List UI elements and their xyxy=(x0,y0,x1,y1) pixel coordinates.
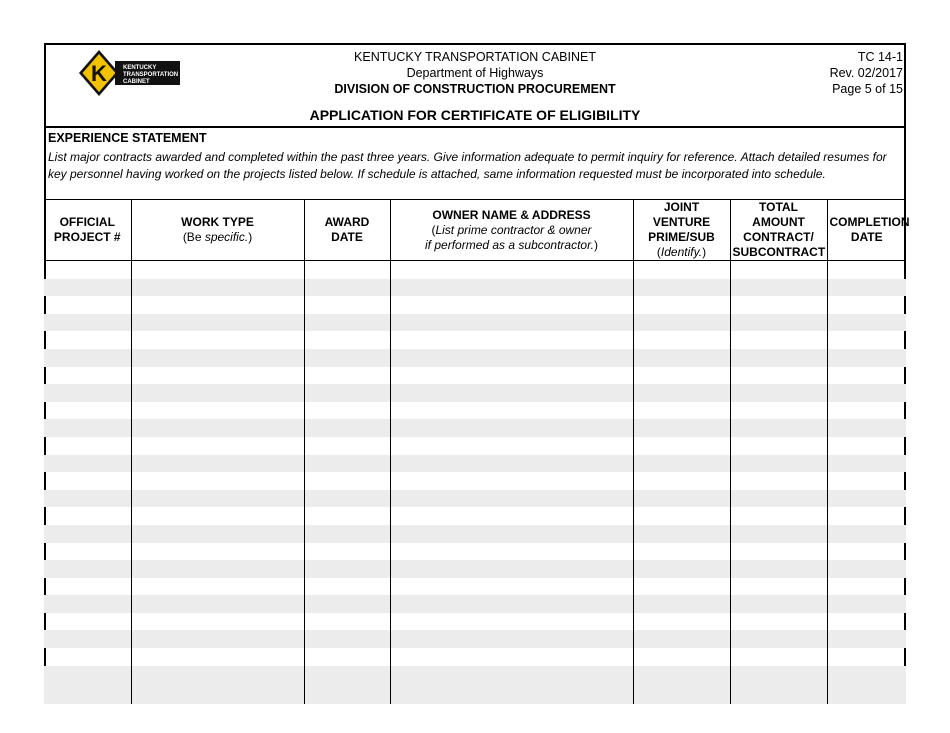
col-joint-venture: JOINT VENTURE PRIME/SUB (Identify.) xyxy=(633,200,730,261)
table-row xyxy=(44,578,906,596)
cell-official-project[interactable] xyxy=(44,613,131,631)
col-owner-name-address: OWNER NAME & ADDRESS (List prime contractor & owner if performed as a subcontractor.) xyxy=(390,200,633,261)
table-row xyxy=(44,437,906,455)
cell-completion-date[interactable] xyxy=(827,331,906,349)
cell-work-type[interactable] xyxy=(131,543,304,561)
cell-work-type[interactable] xyxy=(131,437,304,455)
cell-work-type[interactable] xyxy=(131,507,304,525)
cell-joint-venture[interactable] xyxy=(633,578,730,596)
cell-completion-date[interactable] xyxy=(827,384,906,402)
cell-work-type[interactable] xyxy=(131,648,304,666)
table-row xyxy=(44,560,906,578)
table-row xyxy=(44,613,906,631)
cell-work-type[interactable] xyxy=(131,666,304,704)
cell-completion-date[interactable] xyxy=(827,578,906,596)
cell-joint-venture[interactable] xyxy=(633,595,730,613)
cell-award-date[interactable] xyxy=(304,455,390,473)
table-row xyxy=(44,331,906,349)
cell-completion-date[interactable] xyxy=(827,666,906,704)
cell-official-project[interactable] xyxy=(44,384,131,402)
cell-joint-venture[interactable] xyxy=(633,367,730,385)
agency-name: KENTUCKY TRANSPORTATION CABINET xyxy=(354,50,596,64)
cell-work-type[interactable] xyxy=(131,384,304,402)
svg-text:K: K xyxy=(91,61,107,86)
cell-total-amount[interactable] xyxy=(730,331,827,349)
cell-work-type[interactable] xyxy=(131,490,304,508)
cell-owner-name-address[interactable] xyxy=(390,525,633,543)
header-form-info xyxy=(830,49,903,97)
cell-total-amount[interactable] xyxy=(730,402,827,420)
table-row xyxy=(44,419,906,437)
cell-owner-name-address[interactable] xyxy=(390,331,633,349)
table-row xyxy=(44,384,906,402)
col-official-project: OFFICIAL PROJECT # xyxy=(44,200,131,261)
cell-official-project[interactable] xyxy=(44,666,131,704)
cell-owner-name-address[interactable] xyxy=(390,367,633,385)
cell-completion-date[interactable] xyxy=(827,613,906,631)
form-id: TC 14-1 xyxy=(857,50,903,64)
cell-award-date[interactable] xyxy=(304,648,390,666)
cell-completion-date[interactable] xyxy=(827,419,906,437)
cell-owner-name-address[interactable] xyxy=(390,261,633,279)
cell-total-amount[interactable] xyxy=(730,384,827,402)
cell-owner-name-address[interactable] xyxy=(390,455,633,473)
cell-award-date[interactable] xyxy=(304,367,390,385)
cell-joint-venture[interactable] xyxy=(633,507,730,525)
cell-work-type[interactable] xyxy=(131,402,304,420)
cell-award-date[interactable] xyxy=(304,490,390,508)
cell-completion-date[interactable] xyxy=(827,595,906,613)
cell-award-date[interactable] xyxy=(304,578,390,596)
cell-joint-venture[interactable] xyxy=(633,437,730,455)
table-row xyxy=(44,507,906,525)
cell-completion-date[interactable] xyxy=(827,560,906,578)
cell-completion-date[interactable] xyxy=(827,472,906,490)
cell-owner-name-address[interactable] xyxy=(390,666,633,704)
cell-award-date[interactable] xyxy=(304,349,390,367)
svg-text:CABINET: CABINET xyxy=(123,79,150,85)
cell-completion-date[interactable] xyxy=(827,349,906,367)
cell-award-date[interactable] xyxy=(304,543,390,561)
table-row xyxy=(44,525,906,543)
table-body xyxy=(44,261,906,704)
cell-award-date[interactable] xyxy=(304,279,390,297)
cell-award-date[interactable] xyxy=(304,296,390,314)
cell-joint-venture[interactable] xyxy=(633,613,730,631)
cell-work-type[interactable] xyxy=(131,560,304,578)
cell-official-project[interactable] xyxy=(44,261,131,279)
cell-owner-name-address[interactable] xyxy=(390,543,633,561)
cell-award-date[interactable] xyxy=(304,419,390,437)
col-work-type: WORK TYPE (Be specific.) xyxy=(131,200,304,261)
cell-joint-venture[interactable] xyxy=(633,455,730,473)
cell-official-project[interactable] xyxy=(44,648,131,666)
cell-work-type[interactable] xyxy=(131,595,304,613)
experience-instructions: List major contracts awarded and completed within the past three years. Give information adequate to permit inquiry for reference. Attach detailed resumes for key personnel having worked on the projects listed below. If schedule is attached, same information requested must be incorporated into schedule. xyxy=(48,150,887,181)
cell-owner-name-address[interactable] xyxy=(390,490,633,508)
division-name: DIVISION OF CONSTRUCTION PROCUREMENT xyxy=(334,82,616,96)
cell-work-type[interactable] xyxy=(131,419,304,437)
cell-official-project[interactable] xyxy=(44,349,131,367)
cell-joint-venture[interactable] xyxy=(633,349,730,367)
col-completion-date: COMPLETION DATE xyxy=(827,200,906,261)
cell-completion-date[interactable] xyxy=(827,490,906,508)
cell-work-type[interactable] xyxy=(131,331,304,349)
svg-text:KENTUCKY: KENTUCKY xyxy=(123,65,157,71)
cell-award-date[interactable] xyxy=(304,507,390,525)
cell-award-date[interactable] xyxy=(304,630,390,648)
cell-official-project[interactable] xyxy=(44,630,131,648)
cell-completion-date[interactable] xyxy=(827,507,906,525)
cell-completion-date[interactable] xyxy=(827,437,906,455)
cell-official-project[interactable] xyxy=(44,507,131,525)
cell-work-type[interactable] xyxy=(131,455,304,473)
cell-joint-venture[interactable] xyxy=(633,419,730,437)
cell-total-amount[interactable] xyxy=(730,578,827,596)
cell-total-amount[interactable] xyxy=(730,261,827,279)
cell-official-project[interactable] xyxy=(44,595,131,613)
cell-completion-date[interactable] xyxy=(827,525,906,543)
cell-official-project[interactable] xyxy=(44,525,131,543)
cell-official-project[interactable] xyxy=(44,419,131,437)
table-row xyxy=(44,666,906,704)
form-revision: Rev. 02/2017 xyxy=(829,66,903,80)
cell-award-date[interactable] xyxy=(304,402,390,420)
cell-total-amount[interactable] xyxy=(730,437,827,455)
table-header-row xyxy=(44,200,906,261)
cell-owner-name-address[interactable] xyxy=(390,402,633,420)
cell-official-project[interactable] xyxy=(44,296,131,314)
table-row xyxy=(44,630,906,648)
table-row xyxy=(44,490,906,508)
experience-table xyxy=(44,199,910,704)
cell-completion-date[interactable] xyxy=(827,630,906,648)
cell-award-date[interactable] xyxy=(304,560,390,578)
cell-joint-venture[interactable] xyxy=(633,472,730,490)
cell-total-amount[interactable] xyxy=(730,349,827,367)
table-row xyxy=(44,367,906,385)
cell-total-amount[interactable] xyxy=(730,472,827,490)
cell-total-amount[interactable] xyxy=(730,279,827,297)
cell-work-type[interactable] xyxy=(131,349,304,367)
cell-total-amount[interactable] xyxy=(730,367,827,385)
cell-joint-venture[interactable] xyxy=(633,261,730,279)
header-agency-block xyxy=(300,49,650,97)
cell-owner-name-address[interactable] xyxy=(390,437,633,455)
table-row xyxy=(44,314,906,332)
cell-total-amount[interactable] xyxy=(730,666,827,704)
cell-owner-name-address[interactable] xyxy=(390,419,633,437)
cell-owner-name-address[interactable] xyxy=(390,595,633,613)
cell-official-project[interactable] xyxy=(44,560,131,578)
cell-work-type[interactable] xyxy=(131,578,304,596)
cell-completion-date[interactable] xyxy=(827,543,906,561)
cell-work-type[interactable] xyxy=(131,296,304,314)
cell-completion-date[interactable] xyxy=(827,279,906,297)
cell-completion-date[interactable] xyxy=(827,648,906,666)
cell-work-type[interactable] xyxy=(131,630,304,648)
cell-official-project[interactable] xyxy=(44,472,131,490)
cell-joint-venture[interactable] xyxy=(633,402,730,420)
cell-owner-name-address[interactable] xyxy=(390,314,633,332)
cell-total-amount[interactable] xyxy=(730,648,827,666)
cell-total-amount[interactable] xyxy=(730,296,827,314)
cell-award-date[interactable] xyxy=(304,384,390,402)
cell-work-type[interactable] xyxy=(131,279,304,297)
cell-official-project[interactable] xyxy=(44,543,131,561)
cell-joint-venture[interactable] xyxy=(633,525,730,543)
cell-joint-venture[interactable] xyxy=(633,560,730,578)
table-row xyxy=(44,261,906,279)
cell-award-date[interactable] xyxy=(304,472,390,490)
col-award-date: AWARD DATE xyxy=(304,200,390,261)
cell-official-project[interactable] xyxy=(44,490,131,508)
cell-award-date[interactable] xyxy=(304,666,390,704)
cell-joint-venture[interactable] xyxy=(633,490,730,508)
cell-joint-venture[interactable] xyxy=(633,648,730,666)
cell-total-amount[interactable] xyxy=(730,490,827,508)
cell-work-type[interactable] xyxy=(131,525,304,543)
cell-total-amount[interactable] xyxy=(730,560,827,578)
form-title: APPLICATION FOR CERTIFICATE OF ELIGIBILITY xyxy=(44,104,906,128)
cell-official-project[interactable] xyxy=(44,437,131,455)
cell-award-date[interactable] xyxy=(304,331,390,349)
cell-work-type[interactable] xyxy=(131,472,304,490)
table-row xyxy=(44,595,906,613)
table-row xyxy=(44,455,906,473)
cell-owner-name-address[interactable] xyxy=(390,613,633,631)
cell-official-project[interactable] xyxy=(44,455,131,473)
cell-owner-name-address[interactable] xyxy=(390,578,633,596)
cell-total-amount[interactable] xyxy=(730,595,827,613)
experience-heading: EXPERIENCE STATEMENT xyxy=(48,131,207,145)
cell-completion-date[interactable] xyxy=(827,296,906,314)
cell-completion-date[interactable] xyxy=(827,402,906,420)
table-row xyxy=(44,472,906,490)
cell-owner-name-address[interactable] xyxy=(390,296,633,314)
table-row xyxy=(44,543,906,561)
table-row xyxy=(44,402,906,420)
cell-official-project[interactable] xyxy=(44,367,131,385)
cell-official-project[interactable] xyxy=(44,578,131,596)
cell-joint-venture[interactable] xyxy=(633,666,730,704)
cell-joint-venture[interactable] xyxy=(633,384,730,402)
cell-official-project[interactable] xyxy=(44,331,131,349)
cell-total-amount[interactable] xyxy=(730,630,827,648)
page-number: Page 5 of 15 xyxy=(832,82,903,96)
table-row xyxy=(44,279,906,297)
cell-official-project[interactable] xyxy=(44,314,131,332)
cell-total-amount[interactable] xyxy=(730,455,827,473)
cell-owner-name-address[interactable] xyxy=(390,648,633,666)
cell-work-type[interactable] xyxy=(131,367,304,385)
cell-completion-date[interactable] xyxy=(827,314,906,332)
cell-owner-name-address[interactable] xyxy=(390,507,633,525)
cell-joint-venture[interactable] xyxy=(633,314,730,332)
cell-total-amount[interactable] xyxy=(730,419,827,437)
department-name: Department of Highways xyxy=(406,66,544,80)
cell-total-amount[interactable] xyxy=(730,613,827,631)
cell-completion-date[interactable] xyxy=(827,367,906,385)
cell-owner-name-address[interactable] xyxy=(390,279,633,297)
cell-award-date[interactable] xyxy=(304,437,390,455)
svg-text:TRANSPORTATION: TRANSPORTATION xyxy=(123,72,179,78)
cell-award-date[interactable] xyxy=(304,525,390,543)
col-total-amount: TOTAL AMOUNT CONTRACT/ SUBCONTRACT xyxy=(730,200,827,261)
cell-joint-venture[interactable] xyxy=(633,543,730,561)
cell-work-type[interactable] xyxy=(131,613,304,631)
table-row xyxy=(44,349,906,367)
cell-total-amount[interactable] xyxy=(730,543,827,561)
cell-owner-name-address[interactable] xyxy=(390,630,633,648)
cell-award-date[interactable] xyxy=(304,595,390,613)
cell-owner-name-address[interactable] xyxy=(390,472,633,490)
cell-owner-name-address[interactable] xyxy=(390,349,633,367)
cell-work-type[interactable] xyxy=(131,314,304,332)
cell-award-date[interactable] xyxy=(304,261,390,279)
cell-total-amount[interactable] xyxy=(730,525,827,543)
table-row xyxy=(44,296,906,314)
ktc-logo xyxy=(77,48,183,98)
cell-award-date[interactable] xyxy=(304,314,390,332)
cell-completion-date[interactable] xyxy=(827,455,906,473)
table-row xyxy=(44,648,906,666)
cell-joint-venture[interactable] xyxy=(633,279,730,297)
cell-owner-name-address[interactable] xyxy=(390,560,633,578)
cell-total-amount[interactable] xyxy=(730,314,827,332)
cell-official-project[interactable] xyxy=(44,279,131,297)
cell-total-amount[interactable] xyxy=(730,507,827,525)
cell-official-project[interactable] xyxy=(44,402,131,420)
cell-work-type[interactable] xyxy=(131,261,304,279)
cell-completion-date[interactable] xyxy=(827,261,906,279)
cell-owner-name-address[interactable] xyxy=(390,384,633,402)
cell-joint-venture[interactable] xyxy=(633,331,730,349)
cell-joint-venture[interactable] xyxy=(633,296,730,314)
cell-joint-venture[interactable] xyxy=(633,630,730,648)
cell-award-date[interactable] xyxy=(304,613,390,631)
